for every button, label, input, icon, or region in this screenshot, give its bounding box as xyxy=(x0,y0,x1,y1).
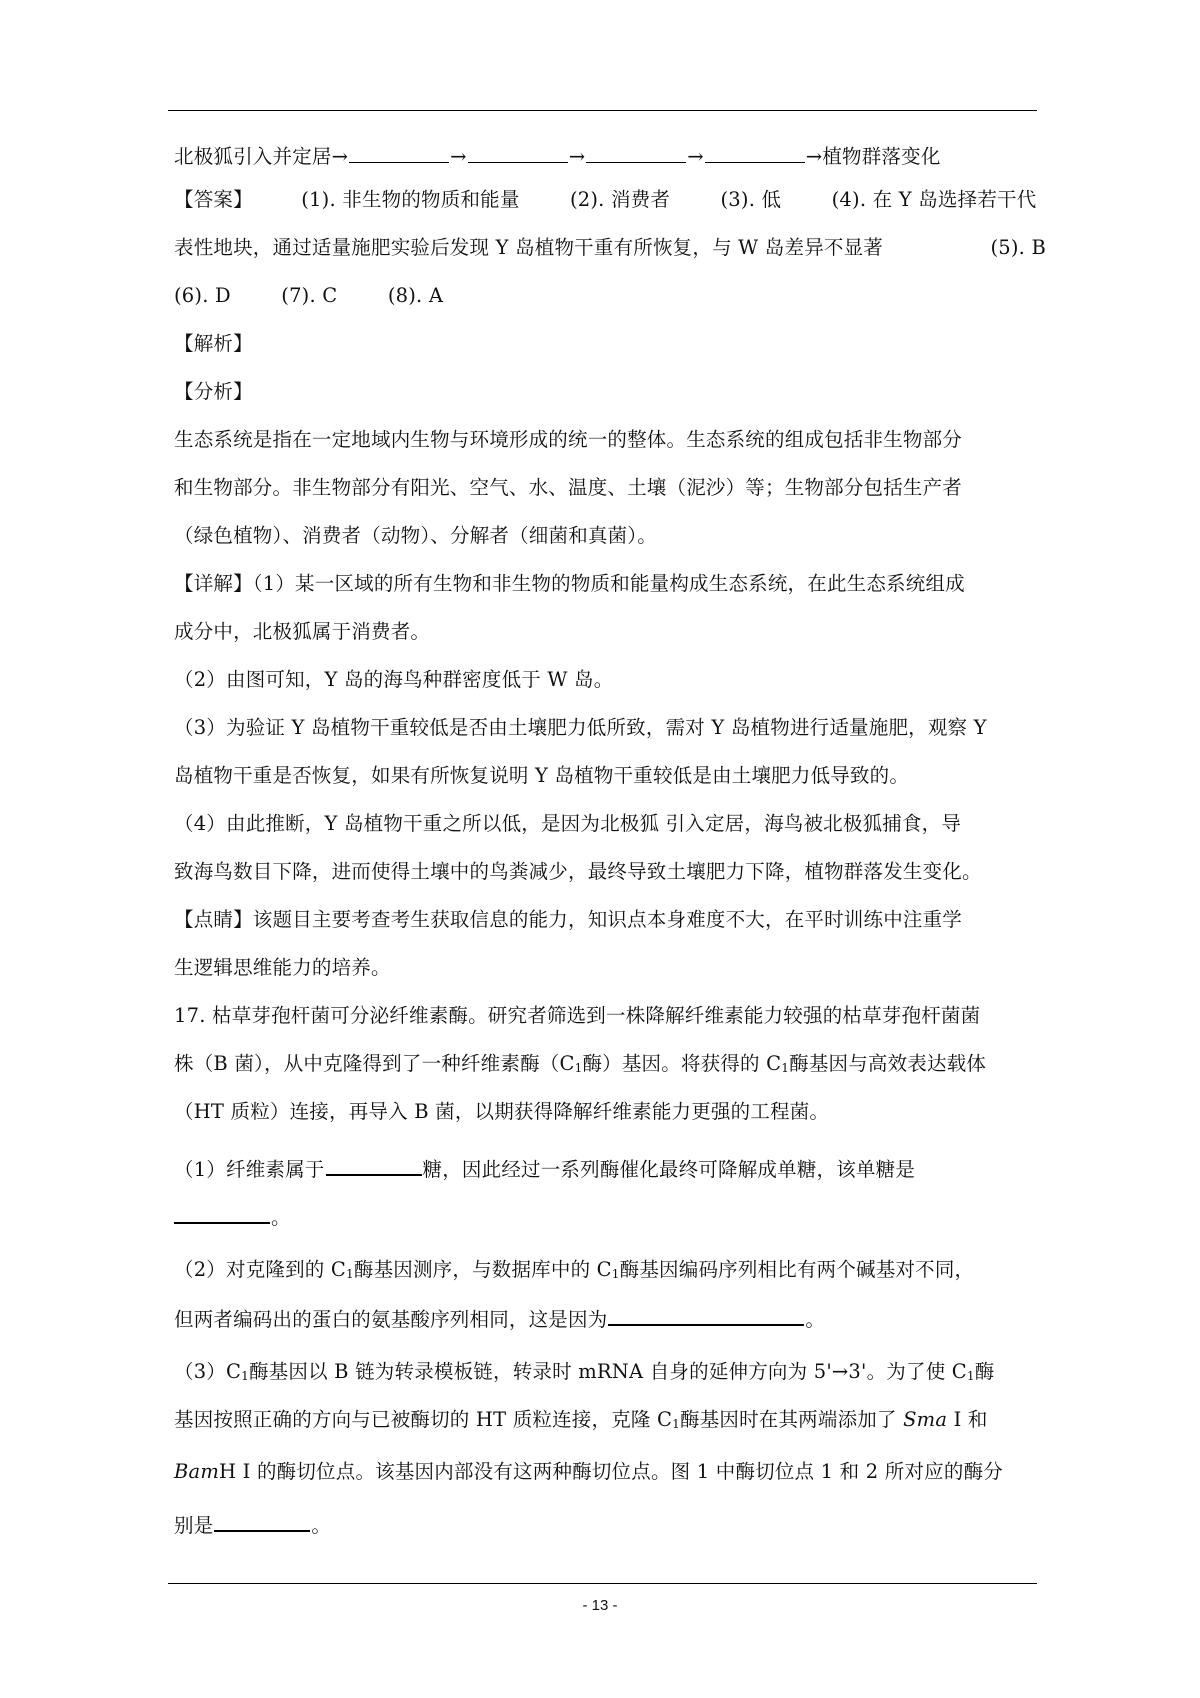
sub-question-2-cont: 但两者编码出的蛋白的氨基酸序列相同，这是因为 。 xyxy=(174,1304,1044,1334)
detail-line: 岛植物干重是否恢复，如果有所恢复说明 Y 岛植物干重较低是由土壤肥力低导致的。 xyxy=(174,764,910,787)
jiexi-heading: 【解析】 xyxy=(174,332,253,355)
detail-line: 【详解】（1）某一区域的所有生物和非生物的物质和能量构成生态系统，在此生态系统组成 xyxy=(174,572,965,595)
analysis-line: （绿色植物）、消费者（动物）、分解者（细菌和真菌）。 xyxy=(174,524,657,547)
detail-line: 致海鸟数目下降，进而使得土壤中的鸟粪减少，最终导致土壤肥力下降，植物群落发生变化。 xyxy=(174,860,982,883)
flow-chain-line: 北极狐引入并定居→ → → → →植物群落变化 xyxy=(174,142,1044,171)
question-17-line: （HT 质粒）连接，再导入 B 菌，以期获得降解纤维素能力更强的工程菌。 xyxy=(174,1100,830,1123)
blank xyxy=(468,142,568,163)
blank xyxy=(349,142,449,163)
detail-line: （2）由图可知，Y 岛的海鸟种群密度低于 W 岛。 xyxy=(174,668,614,691)
sub-question-3-cont: 别是 。 xyxy=(174,1510,1044,1540)
header-rule xyxy=(168,110,1037,111)
blank xyxy=(174,1202,270,1224)
blank xyxy=(326,1154,422,1176)
sub-question-1: （1）纤维素属于 糖，因此经过一系列酶催化最终可降解成单糖，该单糖是 xyxy=(174,1154,1044,1184)
fenxi-heading: 【分析】 xyxy=(174,380,253,403)
footer-rule xyxy=(168,1583,1037,1584)
answer-label: 【答案】 xyxy=(174,188,253,211)
sub-question-2: （2）对克隆到的 $C_1$酶基因测序，与数据库中的 $C_1$酶基因编码序列相比有两个碱基对不同， xyxy=(174,1258,975,1281)
blank xyxy=(705,142,805,163)
sub-question-3-cont: 基因按照正确的方向与已被酶切的 HT 质粒连接，克隆 $C_1$酶基因时在其两端添加了 Sma I 和 xyxy=(174,1408,988,1431)
blank xyxy=(214,1510,310,1532)
sub-question-3-cont: BamH I 的酶切位点。该基因内部没有这两种酶切位点。图 1 中酶切位点 1 和 2 所对应的酶分 xyxy=(174,1460,1003,1483)
blank xyxy=(608,1304,804,1326)
sub-question-1-cont: 。 xyxy=(174,1202,1044,1232)
page-number: - 13 - xyxy=(582,1597,618,1614)
answer-line-2: 表性地块，通过适量施肥实验后发现 Y 岛植物干重有所恢复，与 W 岛差异不显著 (5). B xyxy=(174,236,1046,259)
comment-line: 生逻辑思维能力的培养。 xyxy=(174,956,391,979)
detail-line: （4）由此推断，Y 岛植物干重之所以低，是因为北极狐 引入定居，海鸟被北极狐捕食，导 xyxy=(174,812,962,835)
detail-line: 成分中，北极狐属于消费者。 xyxy=(174,620,431,643)
comment-line: 【点睛】该题目主要考查考生获取信息的能力，知识点本身难度不大，在平时训练中注重学 xyxy=(174,908,963,931)
detail-line: （3）为验证 Y 岛植物干重较低是否由土壤肥力低所致，需对 Y 岛植物进行适量施肥，观察 Y xyxy=(174,716,987,739)
answer-line-1: 【答案】 (1). 非生物的物质和能量 (2). 消费者 (3). 低 (4). 在 Y 岛选择若干代 xyxy=(174,188,1037,211)
question-17-line: 17. 枯草芽孢杆菌可分泌纤维素酶。研究者筛选到一株降解纤维素能力较强的枯草芽孢杆菌菌 xyxy=(174,1004,981,1027)
analysis-line: 生态系统是指在一定地域内生物与环境形成的统一的整体。生态系统的组成包括非生物部分 xyxy=(174,428,963,451)
question-17-line: 株（B 菌），从中克隆得到了一种纤维素酶（$C_1$酶）基因。将获得的 $C_1$酶基因与高效表达载体 xyxy=(174,1052,987,1075)
answer-line-3: (6). D (7). C (8). A xyxy=(174,284,444,307)
blank xyxy=(586,142,686,163)
analysis-line: 和生物部分。非生物部分有阳光、空气、水、温度、土壤（泥沙）等；生物部分包括生产者 xyxy=(174,476,963,499)
sub-question-3: $(3)C_1$酶基因以 B 链为转录模板链，转录时 mRNA 自身的延伸方向为 5'→3'。为了使 $C_1$酶 xyxy=(174,1360,995,1383)
